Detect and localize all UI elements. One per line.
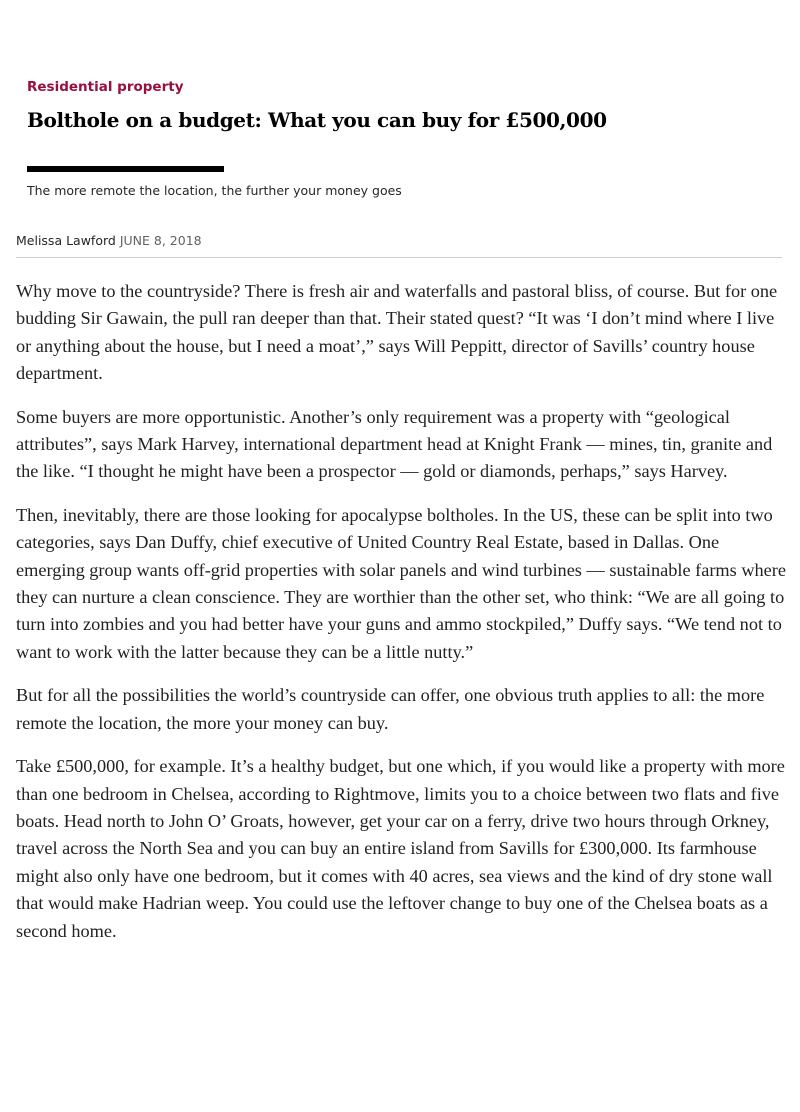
section-link[interactable]: Residential property (27, 79, 184, 95)
body-paragraph: Take £500,000, for example. It’s a healthy budget, but one which, if you would like a property with more than one bedroom in Chelsea, according to Rightmove, limits you to a choice between two flats and five boats. Head north to John O’ Groats, however, get your car on a ferry, drive two hours through Orkney, travel across the North Sea and you can buy an entire island from Savills for £300,000. Its farmhouse might also only have one bedroom, but it comes with 40 acres, sea views and the kind of dry stone wall that would make Hadrian weep. You could use the leftover change to buy one of the Chelsea boats as a second home. (16, 756, 785, 941)
byline-divider (16, 257, 782, 258)
publish-date: JUNE 8, 2018 (119, 233, 202, 248)
body-paragraph: Some buyers are more opportunistic. Another’s only requirement was a property with “geological attributes”, says Mark Harvey, international department head at Knight Frank — mines, tin, granite and the like. “I thought he might have been a prospector — gold or diamonds, perhaps,” says Harvey. (16, 406, 773, 482)
body-paragraph: Then, inevitably, there are those looking for apocalypse boltholes. In the US, these can be split into two categories, says Dan Duffy, chief executive of United Country Real Estate, based in Dallas. One emerging group wants off-grid properties with solar panels and wind turbines — sustainable farms where they can nurture a clean conscience. They are worthier than the other set, who think: “We are all going to turn into zombies and you had better have your guns and ammo stockpiled,” Duffy says. “We tend not to want to work with the latter because they can be a little nutty.” (16, 504, 786, 662)
body-paragraph: Why move to the countryside? There is fresh air and waterfalls and pastoral bliss, of course. But for one budding Sir Gawain, the pull ran deeper than that. Their stated quest? “It was ‘I don’t mind where I live or anything about the house, but I need a moat’,” says Will Peppitt, director of Savills’ country house department. (16, 281, 778, 384)
headline-rule (27, 166, 224, 172)
article-body (16, 278, 786, 961)
author-link[interactable]: Melissa Lawford (16, 233, 116, 248)
article-standfirst: The more remote the location, the further your money goes (27, 183, 402, 198)
byline (16, 233, 202, 248)
body-paragraph: But for all the possibilities the world’s countryside can offer, one obvious truth applies to all: the more remote the location, the more your money can buy. (16, 685, 765, 733)
article-headline: Bolthole on a budget: What you can buy for £500,000 (27, 108, 607, 132)
